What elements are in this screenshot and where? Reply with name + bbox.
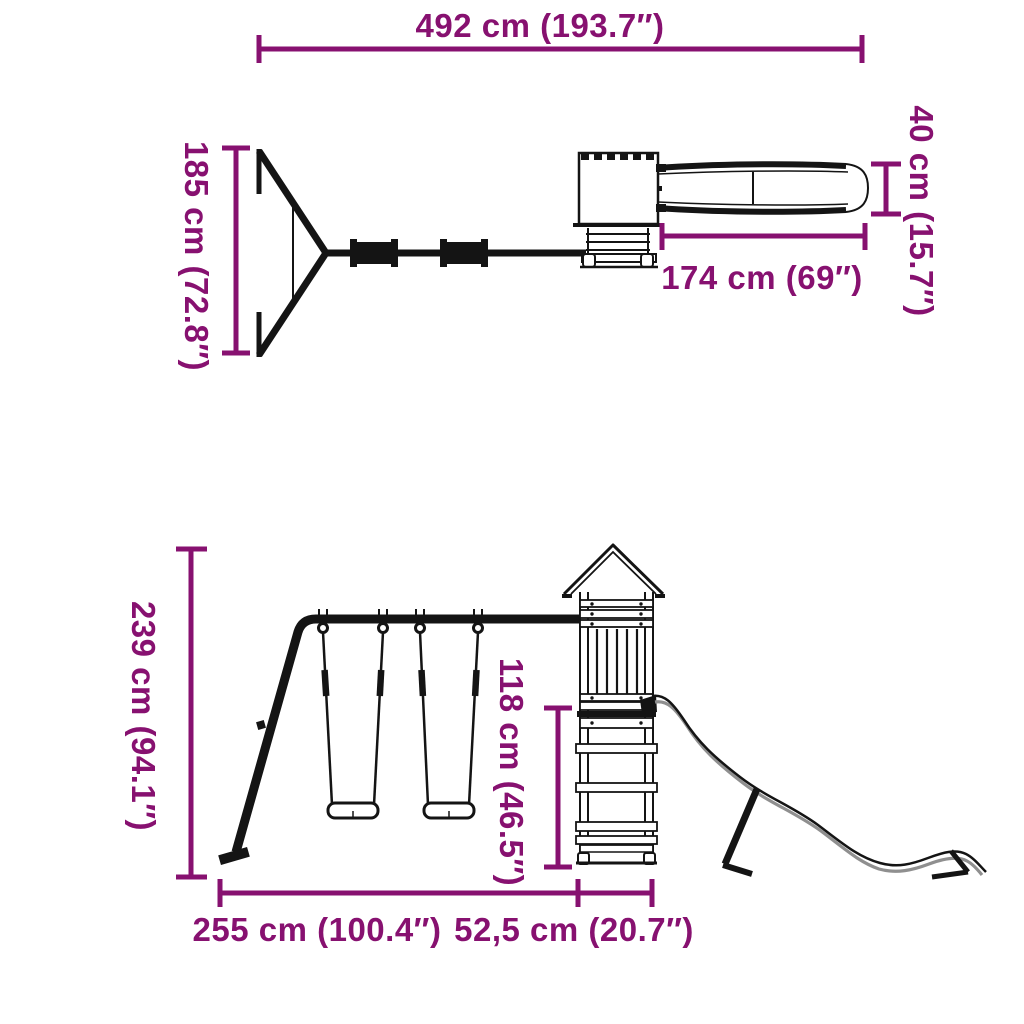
side-view-drawing <box>218 545 986 877</box>
dim-label-aframe-depth: 185 cm (72.8″) <box>178 140 215 372</box>
ladder-top-view <box>580 228 658 267</box>
dim-label-swing-span: 255 cm (100.4″) <box>192 911 442 948</box>
swings-side-view <box>319 609 483 818</box>
dim-line-aframe-depth <box>222 148 250 353</box>
dim-line-slide-length <box>662 223 865 250</box>
swing-seat-side-view <box>328 803 474 818</box>
slide-side-view <box>640 695 986 877</box>
dim-label-total-width: 492 cm (193.7″) <box>415 7 665 44</box>
dim-label-slide-width: 40 cm (15.7″) <box>903 105 940 317</box>
slide-top-view <box>656 164 868 212</box>
dim-label-tower-depth: 52,5 cm (20.7″) <box>454 911 694 948</box>
aframe-top-view <box>259 149 326 357</box>
swing-seat-top-view <box>350 239 398 267</box>
dim-line-ground <box>220 879 652 907</box>
dim-line-slide-width <box>871 164 901 214</box>
dim-label-slide-length: 174 cm (69″) <box>661 259 863 296</box>
swing-seat-top-view <box>440 239 488 267</box>
tower-top-view <box>573 153 664 225</box>
dim-line-total-height <box>176 549 207 877</box>
dim-label-platform-height: 118 cm (46.5″) <box>493 657 530 887</box>
dim-label-total-height: 239 cm (94.1″) <box>125 600 162 832</box>
dim-line-platform-height <box>544 708 572 867</box>
top-view-drawing <box>259 149 868 357</box>
